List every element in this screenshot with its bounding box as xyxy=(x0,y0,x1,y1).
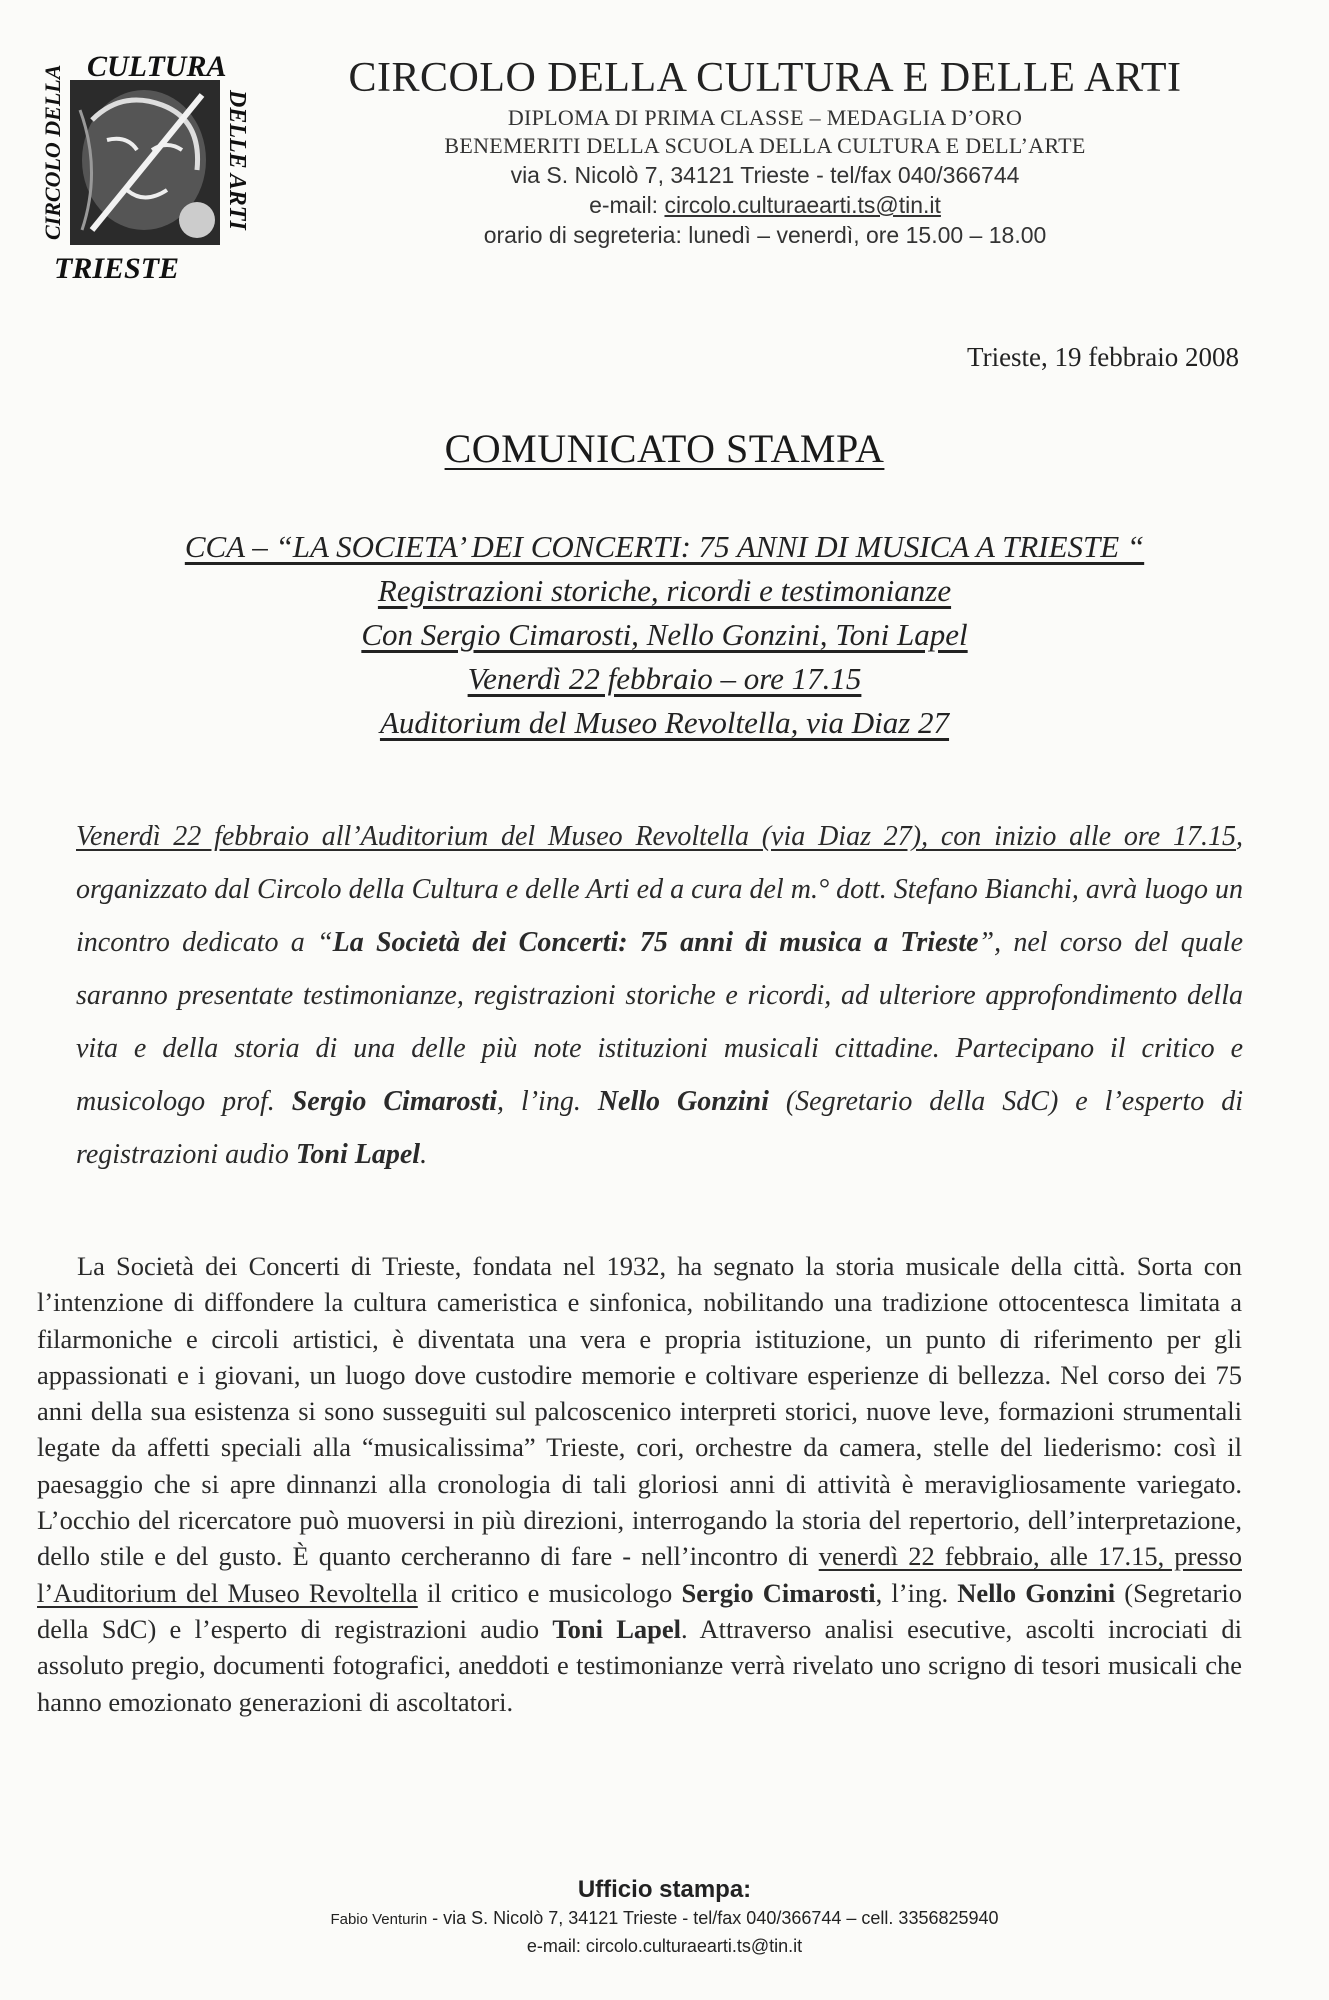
document-title xyxy=(0,425,1329,472)
header-benemeriti: BENEMERITI DELLA SCUOLA DELLA CULTURA E DELL’ARTE xyxy=(444,133,1086,158)
press-office-footer xyxy=(0,1875,1329,1959)
event-summary xyxy=(0,525,1329,745)
press-office-email[interactable]: e-mail: circolo.culturaearti.ts@tin.it xyxy=(526,1936,803,1956)
header-address: via S. Nicolò 7, 34121 Trieste - tel/fax 040/366744 xyxy=(510,162,1020,188)
logo-text-bottom: TRIESTE xyxy=(54,252,180,285)
body-text: . Attraverso analisi esecutive, ascolti incrociati di assoluto pregio, documenti fotografici, aneddoti e testimonianze verrà rivelato uno scrigno di tesori musicali che hanno emozionato generazioni di ascoltatori. xyxy=(37,1613,1242,1717)
body-text: il critico e musicologo xyxy=(417,1577,682,1608)
intro-event-title: La Società dei Concerti: 75 anni di musica a Trieste xyxy=(332,927,979,958)
body-text: La Società dei Concerti di Trieste, fondata nel 1932, ha segnato la storia musicale della città. Sorta con l’intenzione di diffondere la cultura cameristica e sinfonica, nobilitando una tradizione ottocentesca limitata a filarmoniche e circoli artistici, è diventata una vera e propria istituzione, un punto di riferimento per gli appassionati e i giovani, un luogo dove custodire memorie e coltivare esperienze di bellezza. Nel corso dei 75 anni della sua esistenza si sono susseguiti sul palcoscenico interpreti storici, nuove leve, formazioni strumentali legate da affetti speciali alla “musicalissima” Trieste, cori, orchestre da camera, stelle del liederismo: così il paesaggio che si apre dinnanzi alla cronologia di tali gloriosi anni di attività è meravigliosamente variegato. L’occhio del ricercatore può muoversi in più direzioni, interrogando la storia del repertorio, dell’interpretazione, dello stile e del gusto. È quanto cercheranno di fare - nell’incontro di xyxy=(37,1251,1242,1572)
event-location: Auditorium del Museo Revoltella, via Diaz 27 xyxy=(379,705,950,740)
header-email-label: e-mail: xyxy=(589,192,665,218)
header-office-hours: orario di segreteria: lunedì – venerdì, ore 15.00 – 18.00 xyxy=(483,222,1047,248)
intro-text: (Segretario della SdC) e l’esperto di registrazioni audio xyxy=(76,1086,1243,1170)
org-name: CIRCOLO DELLA CULTURA E DELLE ARTI xyxy=(348,55,1182,101)
press-contact-details: - via S. Nicolò 7, 34121 Trieste - tel/fax 040/366744 – cell. 3356825940 xyxy=(427,1908,999,1928)
circolo-logo xyxy=(32,50,262,290)
intro-speaker-name: Sergio Cimarosti xyxy=(291,1086,497,1117)
body-speaker-name: Nello Gonzini xyxy=(957,1577,1116,1608)
body-speaker-name: Sergio Cimarosti xyxy=(681,1577,876,1608)
intro-text: , l’ing. xyxy=(496,1086,598,1117)
intro-text: ”, nel corso del quale saranno presentate testimonianze, registrazioni storiche e ricordi, ad ulteriore approfondimento della vita e della storia di una delle più note istituzioni musicali cittadine. Partecipano il critico e musicologo prof. xyxy=(76,927,1243,1117)
header-email-link[interactable]: circolo.culturaearti.ts@tin.it xyxy=(664,192,941,218)
title-text: COMUNICATO STAMPA xyxy=(444,426,885,471)
event-datetime: Venerdì 22 febbraio – ore 17.15 xyxy=(467,661,862,696)
logo-text-right: DELLE ARTI xyxy=(224,90,250,230)
event-description: Registrazioni storiche, ricordi e testimonianze xyxy=(377,573,952,608)
intro-event-details: Venerdì 22 febbraio all’Auditorium del Museo Revoltella (via Diaz 27), con inizio alle ore 17.15 xyxy=(76,821,1236,852)
press-contact-name: Fabio Venturin xyxy=(330,1911,428,1928)
press-office-contact xyxy=(0,1905,1329,1933)
intro-paragraph xyxy=(76,810,1243,1181)
header-diploma: DIPLOMA DI PRIMA CLASSE – MEDAGLIA D’ORO xyxy=(507,105,1023,130)
intro-text: . xyxy=(420,1139,428,1170)
letterhead xyxy=(300,52,1230,250)
body-paragraph xyxy=(37,1248,1242,1720)
body-text: (Segretario della SdC) e l’esperto di registrazioni audio xyxy=(37,1577,1243,1644)
intro-speaker-name: Nello Gonzini xyxy=(597,1086,769,1117)
header-email-line xyxy=(300,190,1230,220)
event-speakers: Con Sergio Cimarosti, Nello Gonzini, Toni Lapel xyxy=(361,617,968,652)
event-subtitle: CCA – “LA SOCIETA’ DEI CONCERTI: 75 ANNI DI MUSICA A TRIESTE “ xyxy=(184,529,1145,564)
logo-text-top: CULTURA xyxy=(87,50,227,83)
press-office-title: Ufficio stampa: xyxy=(577,1876,752,1903)
logo-text-left: CIRCOLO DELLA xyxy=(40,64,65,240)
body-text: , l’ing. xyxy=(875,1577,958,1608)
body-event-details: venerdì 22 febbraio, alle 17.15, presso l’Auditorium del Museo Revoltella xyxy=(37,1541,1242,1608)
intro-speaker-name: Toni Lapel xyxy=(295,1139,421,1170)
intro-text: , organizzato dal Circolo della Cultura e delle Arti ed a cura del m.° dott. Stefano Bianchi, avrà luogo un incontro dedicato a “ xyxy=(76,821,1243,958)
document-date: Trieste, 19 febbraio 2008 xyxy=(967,342,1239,372)
body-speaker-name: Toni Lapel xyxy=(552,1613,682,1644)
